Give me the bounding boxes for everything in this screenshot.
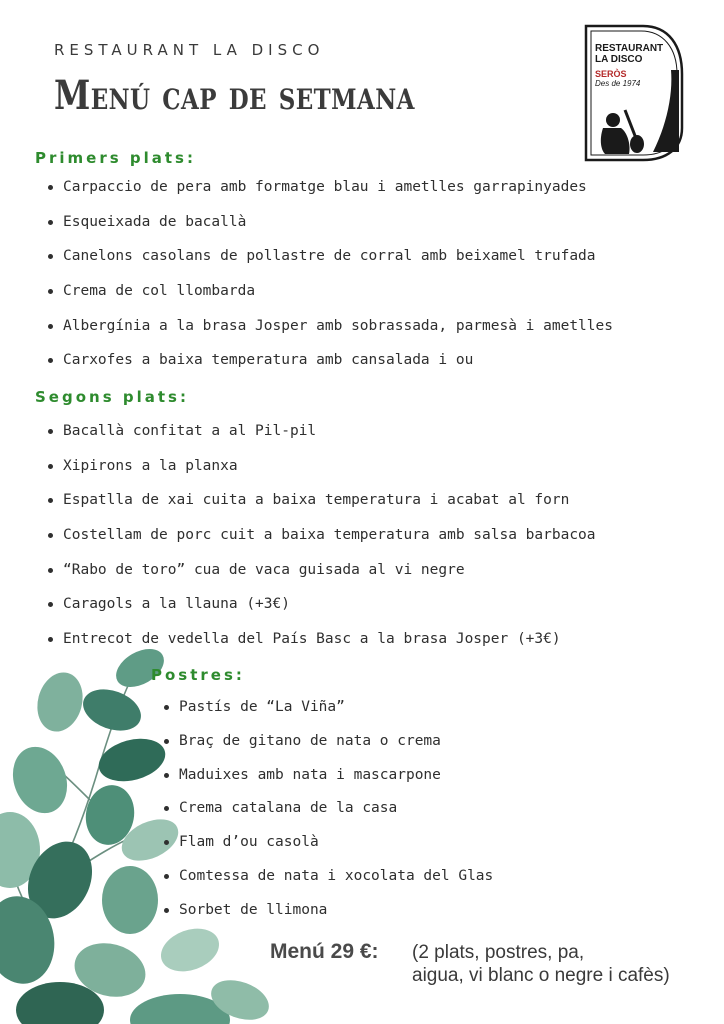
item-text: Sorbet de llimona — [179, 901, 328, 918]
item-text: Caragols a la llauna (+3€) — [63, 596, 290, 613]
list-item — [164, 731, 493, 765]
item-text: Espatlla de xai cuita a baixa temperatura i acabat al forn — [63, 492, 570, 509]
list-item — [48, 421, 596, 456]
list-item — [48, 316, 613, 351]
list-item — [48, 246, 613, 281]
list-item — [48, 629, 596, 664]
bullet-icon — [48, 429, 53, 434]
list-item — [164, 765, 493, 799]
item-text: Braç de gitano de nata o crema — [179, 732, 441, 749]
second-courses-heading: Segons plats: — [35, 388, 189, 406]
list-item — [164, 900, 493, 934]
bullet-icon — [48, 637, 53, 642]
bullet-icon — [48, 358, 53, 363]
bullet-icon — [48, 220, 53, 225]
restaurant-name: RESTAURANT LA DISCO — [54, 41, 325, 59]
bullet-icon — [48, 498, 53, 503]
bullet-icon — [164, 739, 169, 744]
item-text: Costellam de porc cuit a baixa temperatura amb salsa barbacoa — [63, 527, 596, 544]
list-item — [48, 177, 613, 212]
price-details-line-2: aigua, vi blanc o negre i cafès) — [412, 965, 670, 986]
item-text: Entrecot de vedella del País Basc a la brasa Josper (+3€) — [63, 631, 561, 648]
desserts-heading: Postres: — [151, 666, 245, 684]
price-details-line-1: (2 plats, postres, pa, — [412, 942, 585, 963]
list-item — [48, 281, 613, 316]
bullet-icon — [164, 874, 169, 879]
item-text: Canelons casolans de pollastre de corral amb beixamel trufada — [63, 248, 596, 265]
bullet-icon — [48, 602, 53, 607]
item-text: Pastís de “La Viña” — [179, 699, 345, 715]
list-item — [164, 832, 493, 866]
desserts-list — [164, 697, 493, 934]
bullet-icon — [164, 908, 169, 913]
item-text: Esqueixada de bacallà — [63, 213, 247, 230]
bullet-icon — [164, 840, 169, 845]
bullet-icon — [48, 568, 53, 573]
item-text: “Rabo de toro” cua de vaca guisada al vi negre — [63, 561, 465, 578]
first-courses-heading: Primers plats: — [35, 149, 196, 167]
logo-since: Des de 1974 — [595, 79, 641, 88]
item-text: Bacallà confitat a al Pil-pil — [63, 423, 317, 439]
bullet-icon — [48, 464, 53, 469]
bullet-icon — [48, 324, 53, 329]
list-item — [48, 490, 596, 525]
list-item — [48, 350, 613, 385]
page-title: Menú cap de setmana — [54, 72, 415, 119]
bullet-icon — [164, 806, 169, 811]
bullet-icon — [48, 254, 53, 259]
list-item — [48, 560, 596, 595]
list-item — [48, 525, 596, 560]
list-item — [48, 594, 596, 629]
list-item — [48, 456, 596, 491]
item-text: Crema catalana de la casa — [179, 800, 398, 817]
logo-town: SERÒS — [595, 69, 627, 79]
logo-line-1: RESTAURANT — [595, 43, 664, 54]
list-item — [164, 697, 493, 731]
logo-text — [595, 43, 675, 88]
item-text: Carpaccio de pera amb formatge blau i ametlles garrapinyades — [63, 179, 587, 195]
bullet-icon — [48, 289, 53, 294]
item-text: Maduixes amb nata i mascarpone — [179, 766, 441, 783]
bullet-icon — [48, 185, 53, 190]
item-text: Flam d’ou casolà — [179, 834, 319, 851]
bullet-icon — [164, 773, 169, 778]
second-courses-list — [48, 421, 596, 664]
item-text: Carxofes a baixa temperatura amb cansalada i ou — [63, 352, 474, 369]
list-item — [164, 866, 493, 900]
list-item — [48, 212, 613, 247]
bullet-icon — [164, 705, 169, 710]
item-text: Comtessa de nata i xocolata del Glas — [179, 867, 494, 884]
bullet-icon — [48, 533, 53, 538]
item-text: Albergínia a la brasa Josper amb sobrassada, parmesà i ametlles — [63, 317, 613, 334]
item-text: Crema de col llombarda — [63, 283, 256, 300]
first-courses-list — [48, 177, 613, 385]
logo-line-2: LA DISCO — [595, 54, 643, 65]
restaurant-logo — [583, 24, 685, 162]
list-item — [164, 798, 493, 832]
menu-price: Menú 29 €: — [270, 940, 379, 963]
menu-price-details — [412, 941, 712, 987]
item-text: Xipirons a la planxa — [63, 457, 238, 474]
